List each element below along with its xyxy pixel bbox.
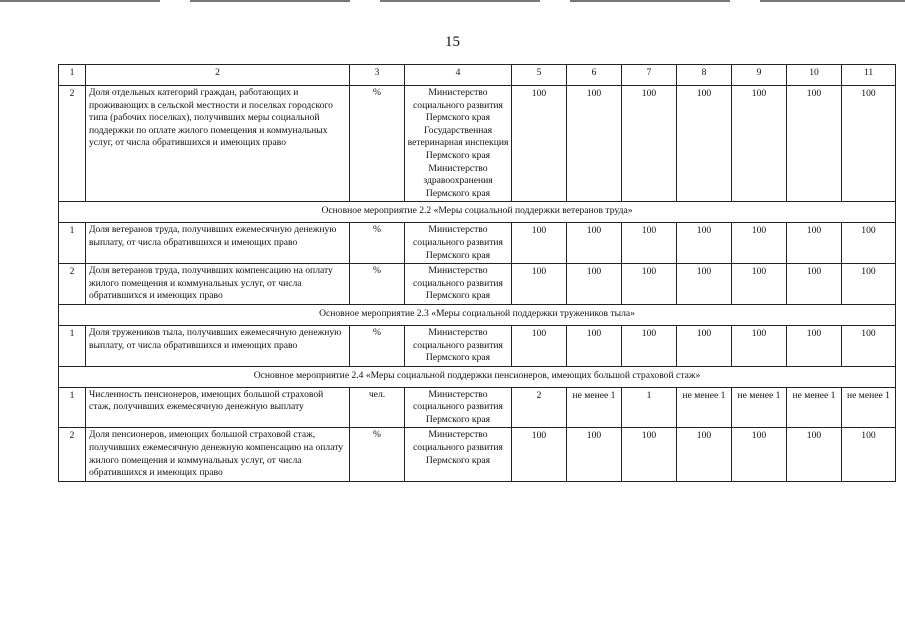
section-header-row	[59, 366, 896, 387]
value-cell: 100	[842, 428, 896, 481]
row-number: 2	[59, 86, 86, 202]
value-cell: 100	[512, 264, 567, 305]
value-cell: 100	[787, 86, 842, 202]
row-number: 2	[59, 264, 86, 305]
value-cell: 100	[677, 223, 732, 264]
header-cell: 7	[622, 65, 677, 86]
row-number: 1	[59, 387, 86, 428]
unit-cell: %	[350, 428, 405, 481]
indicators-table	[58, 64, 896, 482]
header-cell: 10	[787, 65, 842, 86]
value-cell: 100	[512, 428, 567, 481]
responsible-organization: Министерство социального развития Пермского края	[405, 387, 512, 428]
value-cell: 100	[732, 325, 787, 366]
value-cell: 1	[622, 387, 677, 428]
page-number: 15	[445, 34, 460, 50]
table-row	[59, 264, 896, 305]
table-row	[59, 428, 896, 481]
responsible-organization: Министерство социального развития Пермского края Государственная ветеринарная инспекция Пермского края Министерство здравоохранения Пермского края	[405, 86, 512, 202]
value-cell: 100	[622, 428, 677, 481]
header-cell: 11	[842, 65, 896, 86]
section-header-row	[59, 304, 896, 325]
value-cell: 2	[512, 387, 567, 428]
indicator-description: Доля отдельных категорий граждан, работающих и проживающих в сельской местности и поселках городского типа (рабочих поселках), получивших меры социальной поддержки по оплате жилого помещения и коммунальных услуг, от числа обратившихся и имеющих право	[86, 86, 350, 202]
responsible-organization: Министерство социального развития Пермского края	[405, 223, 512, 264]
value-cell: 100	[787, 325, 842, 366]
table-row	[59, 325, 896, 366]
value-cell: 100	[567, 223, 622, 264]
value-cell: 100	[787, 223, 842, 264]
section-title: Основное мероприятие 2.3 «Меры социальной поддержки тружеников тыла»	[59, 304, 896, 325]
row-number: 1	[59, 325, 86, 366]
header-cell: 9	[732, 65, 787, 86]
section-title: Основное мероприятие 2.4 «Меры социальной поддержки пенсионеров, имеющих большой страховой стаж»	[59, 366, 896, 387]
row-number: 1	[59, 223, 86, 264]
value-cell: 100	[677, 86, 732, 202]
value-cell: 100	[732, 428, 787, 481]
header-cell: 5	[512, 65, 567, 86]
value-cell: 100	[677, 264, 732, 305]
header-cell: 2	[86, 65, 350, 86]
responsible-organization: Министерство социального развития Пермского края	[405, 264, 512, 305]
value-cell: 100	[567, 428, 622, 481]
table-row	[59, 86, 896, 202]
value-cell: 100	[842, 223, 896, 264]
indicator-description: Доля ветеранов труда, получивших ежемесячную денежную выплату, от числа обратившихся и имеющих право	[86, 223, 350, 264]
value-cell: 100	[842, 325, 896, 366]
header-cell: 8	[677, 65, 732, 86]
section-title: Основное мероприятие 2.2 «Меры социальной поддержки ветеранов труда»	[59, 202, 896, 223]
value-cell: 100	[787, 264, 842, 305]
header-row	[59, 65, 896, 86]
value-cell: 100	[622, 86, 677, 202]
value-cell: 100	[732, 223, 787, 264]
value-cell: 100	[622, 264, 677, 305]
value-cell: 100	[677, 325, 732, 366]
value-cell: 100	[677, 428, 732, 481]
value-cell: 100	[622, 325, 677, 366]
value-cell: не менее 1	[842, 387, 896, 428]
unit-cell: чел.	[350, 387, 405, 428]
header-cell: 4	[405, 65, 512, 86]
value-cell: 100	[567, 264, 622, 305]
value-cell: не менее 1	[567, 387, 622, 428]
header-cell: 1	[59, 65, 86, 86]
responsible-organization: Министерство социального развития Пермского края	[405, 428, 512, 481]
value-cell: не менее 1	[787, 387, 842, 428]
indicator-description: Численность пенсионеров, имеющих большой страховой стаж, получивших ежемесячную денежную выплату	[86, 387, 350, 428]
header-cell: 6	[567, 65, 622, 86]
indicator-description: Доля ветеранов труда, получивших компенсацию на оплату жилого помещения и коммунальных услуг, от числа обратившихся и имеющих право	[86, 264, 350, 305]
value-cell: 100	[567, 325, 622, 366]
header-cell: 3	[350, 65, 405, 86]
value-cell: 100	[732, 264, 787, 305]
value-cell: 100	[512, 325, 567, 366]
row-number: 2	[59, 428, 86, 481]
value-cell: не менее 1	[732, 387, 787, 428]
value-cell: 100	[512, 223, 567, 264]
table-body	[59, 86, 896, 482]
unit-cell: %	[350, 264, 405, 305]
value-cell: 100	[842, 86, 896, 202]
value-cell: 100	[567, 86, 622, 202]
unit-cell: %	[350, 325, 405, 366]
value-cell: не менее 1	[677, 387, 732, 428]
responsible-organization: Министерство социального развития Пермского края	[405, 325, 512, 366]
section-header-row	[59, 202, 896, 223]
value-cell: 100	[787, 428, 842, 481]
table-row	[59, 387, 896, 428]
value-cell: 100	[732, 86, 787, 202]
table-row	[59, 223, 896, 264]
value-cell: 100	[512, 86, 567, 202]
indicator-description: Доля пенсионеров, имеющих большой страховой стаж, получивших ежемесячную денежную компенсацию на оплату жилого помещения и коммунальных услуг, от числа обратившихся и имеющих право	[86, 428, 350, 481]
value-cell: 100	[622, 223, 677, 264]
unit-cell: %	[350, 223, 405, 264]
indicator-description: Доля тружеников тыла, получивших ежемесячную денежную выплату, от числа обратившихся и имеющих право	[86, 325, 350, 366]
value-cell: 100	[842, 264, 896, 305]
scan-top-edge	[0, 0, 905, 2]
unit-cell: %	[350, 86, 405, 202]
